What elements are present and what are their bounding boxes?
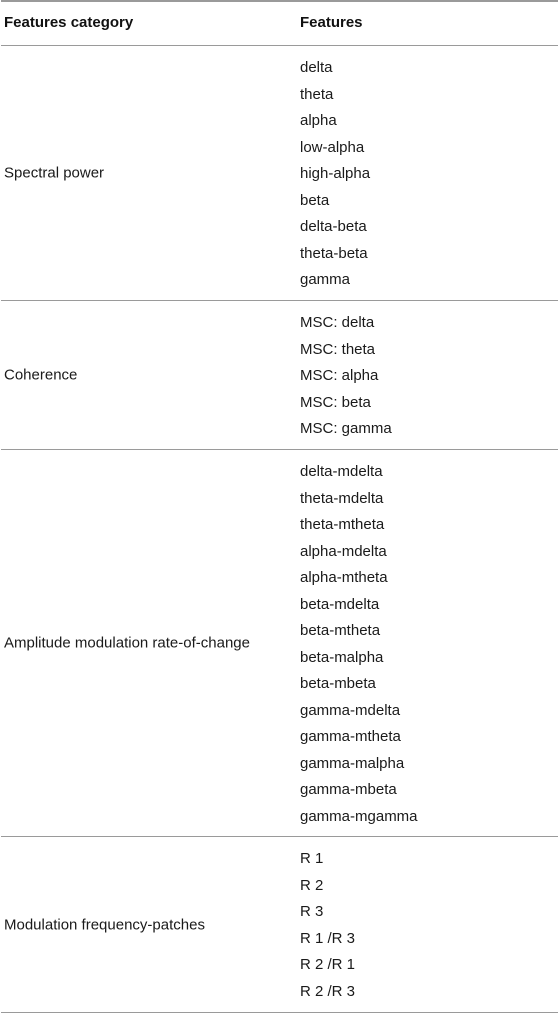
feature-item: theta bbox=[300, 85, 334, 103]
feature-item: delta-beta bbox=[300, 218, 367, 235]
feature-item: MSC: gamma bbox=[300, 420, 392, 437]
feature-item: gamma-mdelta bbox=[300, 701, 401, 719]
category-cell: Spectral power bbox=[4, 164, 105, 182]
category-cell: Coherence bbox=[4, 366, 78, 384]
header-features: Features bbox=[300, 14, 363, 31]
feature-item: MSC: theta bbox=[300, 340, 376, 358]
feature-item: alpha-mdelta bbox=[300, 542, 387, 560]
feature-item: gamma-mgamma bbox=[300, 807, 418, 825]
feature-item: MSC: alpha bbox=[300, 367, 379, 384]
feature-item: alpha bbox=[300, 112, 337, 129]
feature-item: MSC: beta bbox=[300, 393, 371, 411]
feature-item: R 3 bbox=[300, 903, 324, 920]
features-table bbox=[1, 0, 558, 1013]
feature-item: delta bbox=[300, 59, 333, 76]
feature-item: MSC: delta bbox=[300, 314, 375, 331]
feature-item: R 1 bbox=[300, 850, 324, 867]
feature-item: delta-mdelta bbox=[300, 463, 383, 480]
feature-item: theta-mdelta bbox=[300, 489, 384, 507]
feature-item: beta-mbeta bbox=[300, 675, 376, 692]
feature-item: gamma-mtheta bbox=[300, 728, 401, 745]
header-features-category: Features category bbox=[4, 14, 134, 31]
feature-item: gamma-malpha bbox=[300, 754, 405, 772]
table-header bbox=[1, 0, 558, 46]
feature-item: theta-mtheta bbox=[300, 516, 385, 533]
feature-item: low-alpha bbox=[300, 138, 365, 156]
feature-item: beta bbox=[300, 191, 330, 209]
table-row-group bbox=[1, 450, 558, 837]
feature-item: R 2 /R 1 bbox=[300, 956, 356, 973]
table-row-group bbox=[1, 46, 558, 301]
category-cell: Modulation frequency-patches bbox=[4, 916, 205, 933]
feature-item: beta-malpha bbox=[300, 648, 384, 666]
feature-item: R 1 /R 3 bbox=[300, 929, 356, 947]
feature-item: beta-mtheta bbox=[300, 622, 381, 639]
feature-item: R 2 /R 3 bbox=[300, 982, 356, 1000]
feature-item: gamma-mbeta bbox=[300, 781, 397, 798]
feature-item: high-alpha bbox=[300, 165, 371, 182]
feature-item: R 2 bbox=[300, 876, 324, 894]
table-row-group bbox=[1, 301, 558, 450]
feature-item: theta-beta bbox=[300, 244, 368, 262]
feature-item: alpha-mtheta bbox=[300, 569, 388, 586]
category-cell: Amplitude modulation rate-of-change bbox=[4, 634, 250, 652]
table-row-group bbox=[1, 837, 558, 1013]
feature-item: gamma bbox=[300, 271, 351, 288]
feature-item: beta-mdelta bbox=[300, 595, 380, 613]
